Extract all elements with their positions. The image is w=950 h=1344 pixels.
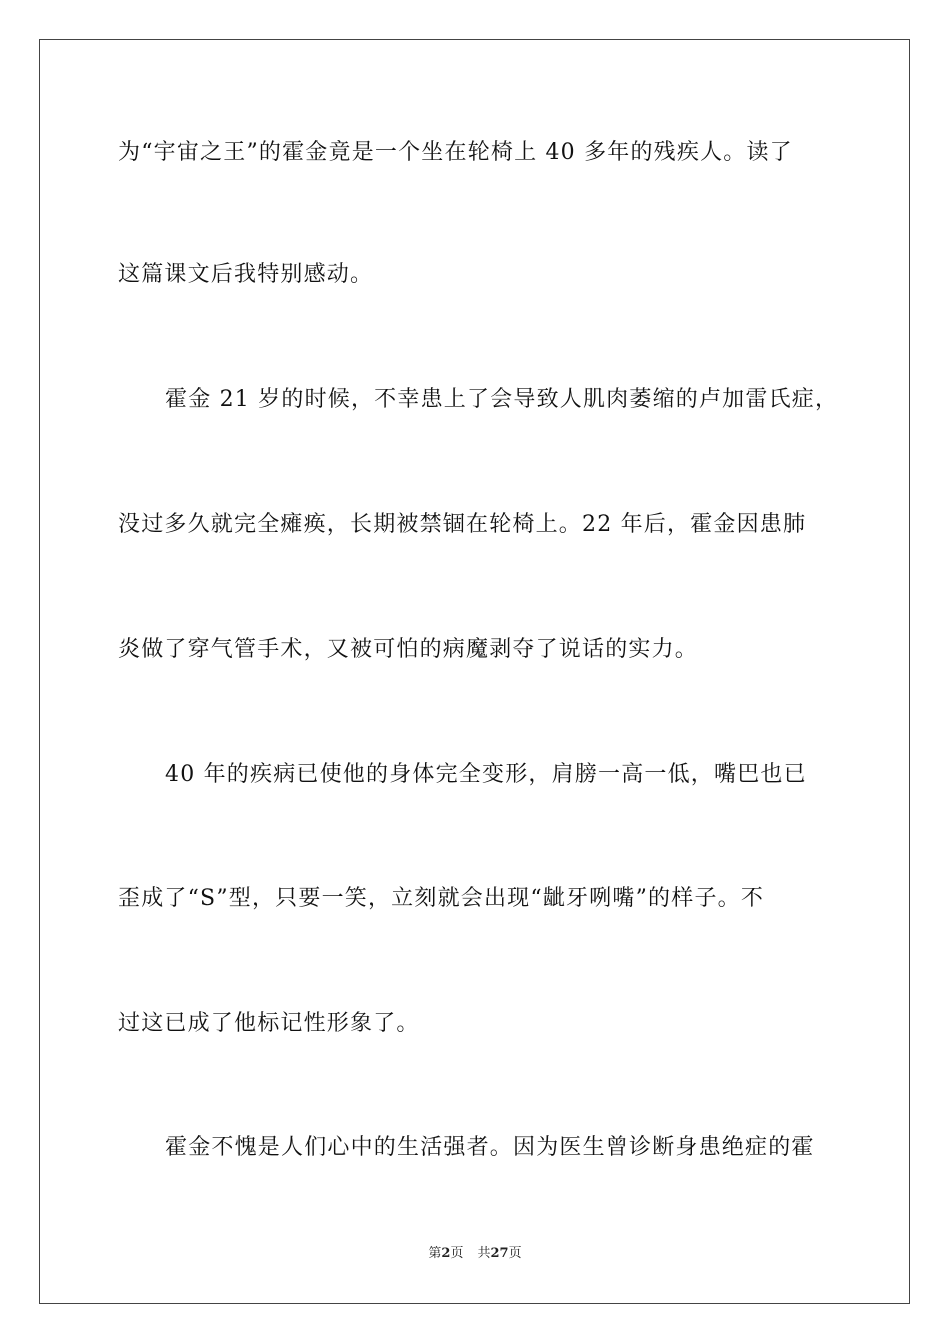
paragraph-start-line: 霍金不愧是人们心中的生活强者。因为医生曾诊断身患绝症的霍 <box>165 1135 815 1160</box>
total-prefix: 共 <box>477 1246 491 1261</box>
paragraph-start-line: 40 年的疾病已使他的身体完全变形，肩膀一高一低，嘴巴也已 <box>165 762 807 787</box>
text-line: 为“宇宙之王”的霍金竟是一个坐在轮椅上 40 多年的残疾人。读了 <box>118 140 793 165</box>
page-border <box>39 39 910 1304</box>
page-footer <box>0 1245 950 1263</box>
text-line: 过这已成了他标记性形象了。 <box>118 1011 420 1036</box>
total-suffix: 页 <box>508 1246 522 1261</box>
text-line: 这篇课文后我特别感动。 <box>118 262 374 287</box>
page-number: 2 <box>441 1246 451 1261</box>
text-line: 歪成了“S”型，只要一笑，立刻就会出现“龇牙咧嘴”的样子。不 <box>118 886 765 911</box>
total-pages: 27 <box>490 1246 509 1261</box>
text-line: 没过多久就完全瘫痪，长期被禁锢在轮椅上。22 年后，霍金因患肺 <box>118 512 807 537</box>
page-suffix: 页 <box>450 1246 464 1261</box>
text-line: 炎做了穿气管手术，又被可怕的病魔剥夺了说话的实力。 <box>118 637 699 662</box>
paragraph-start-line: 霍金 21 岁的时候，不幸患上了会导致人肌肉萎缩的卢加雷氏症， <box>165 387 839 412</box>
page-prefix: 第 <box>428 1246 442 1261</box>
